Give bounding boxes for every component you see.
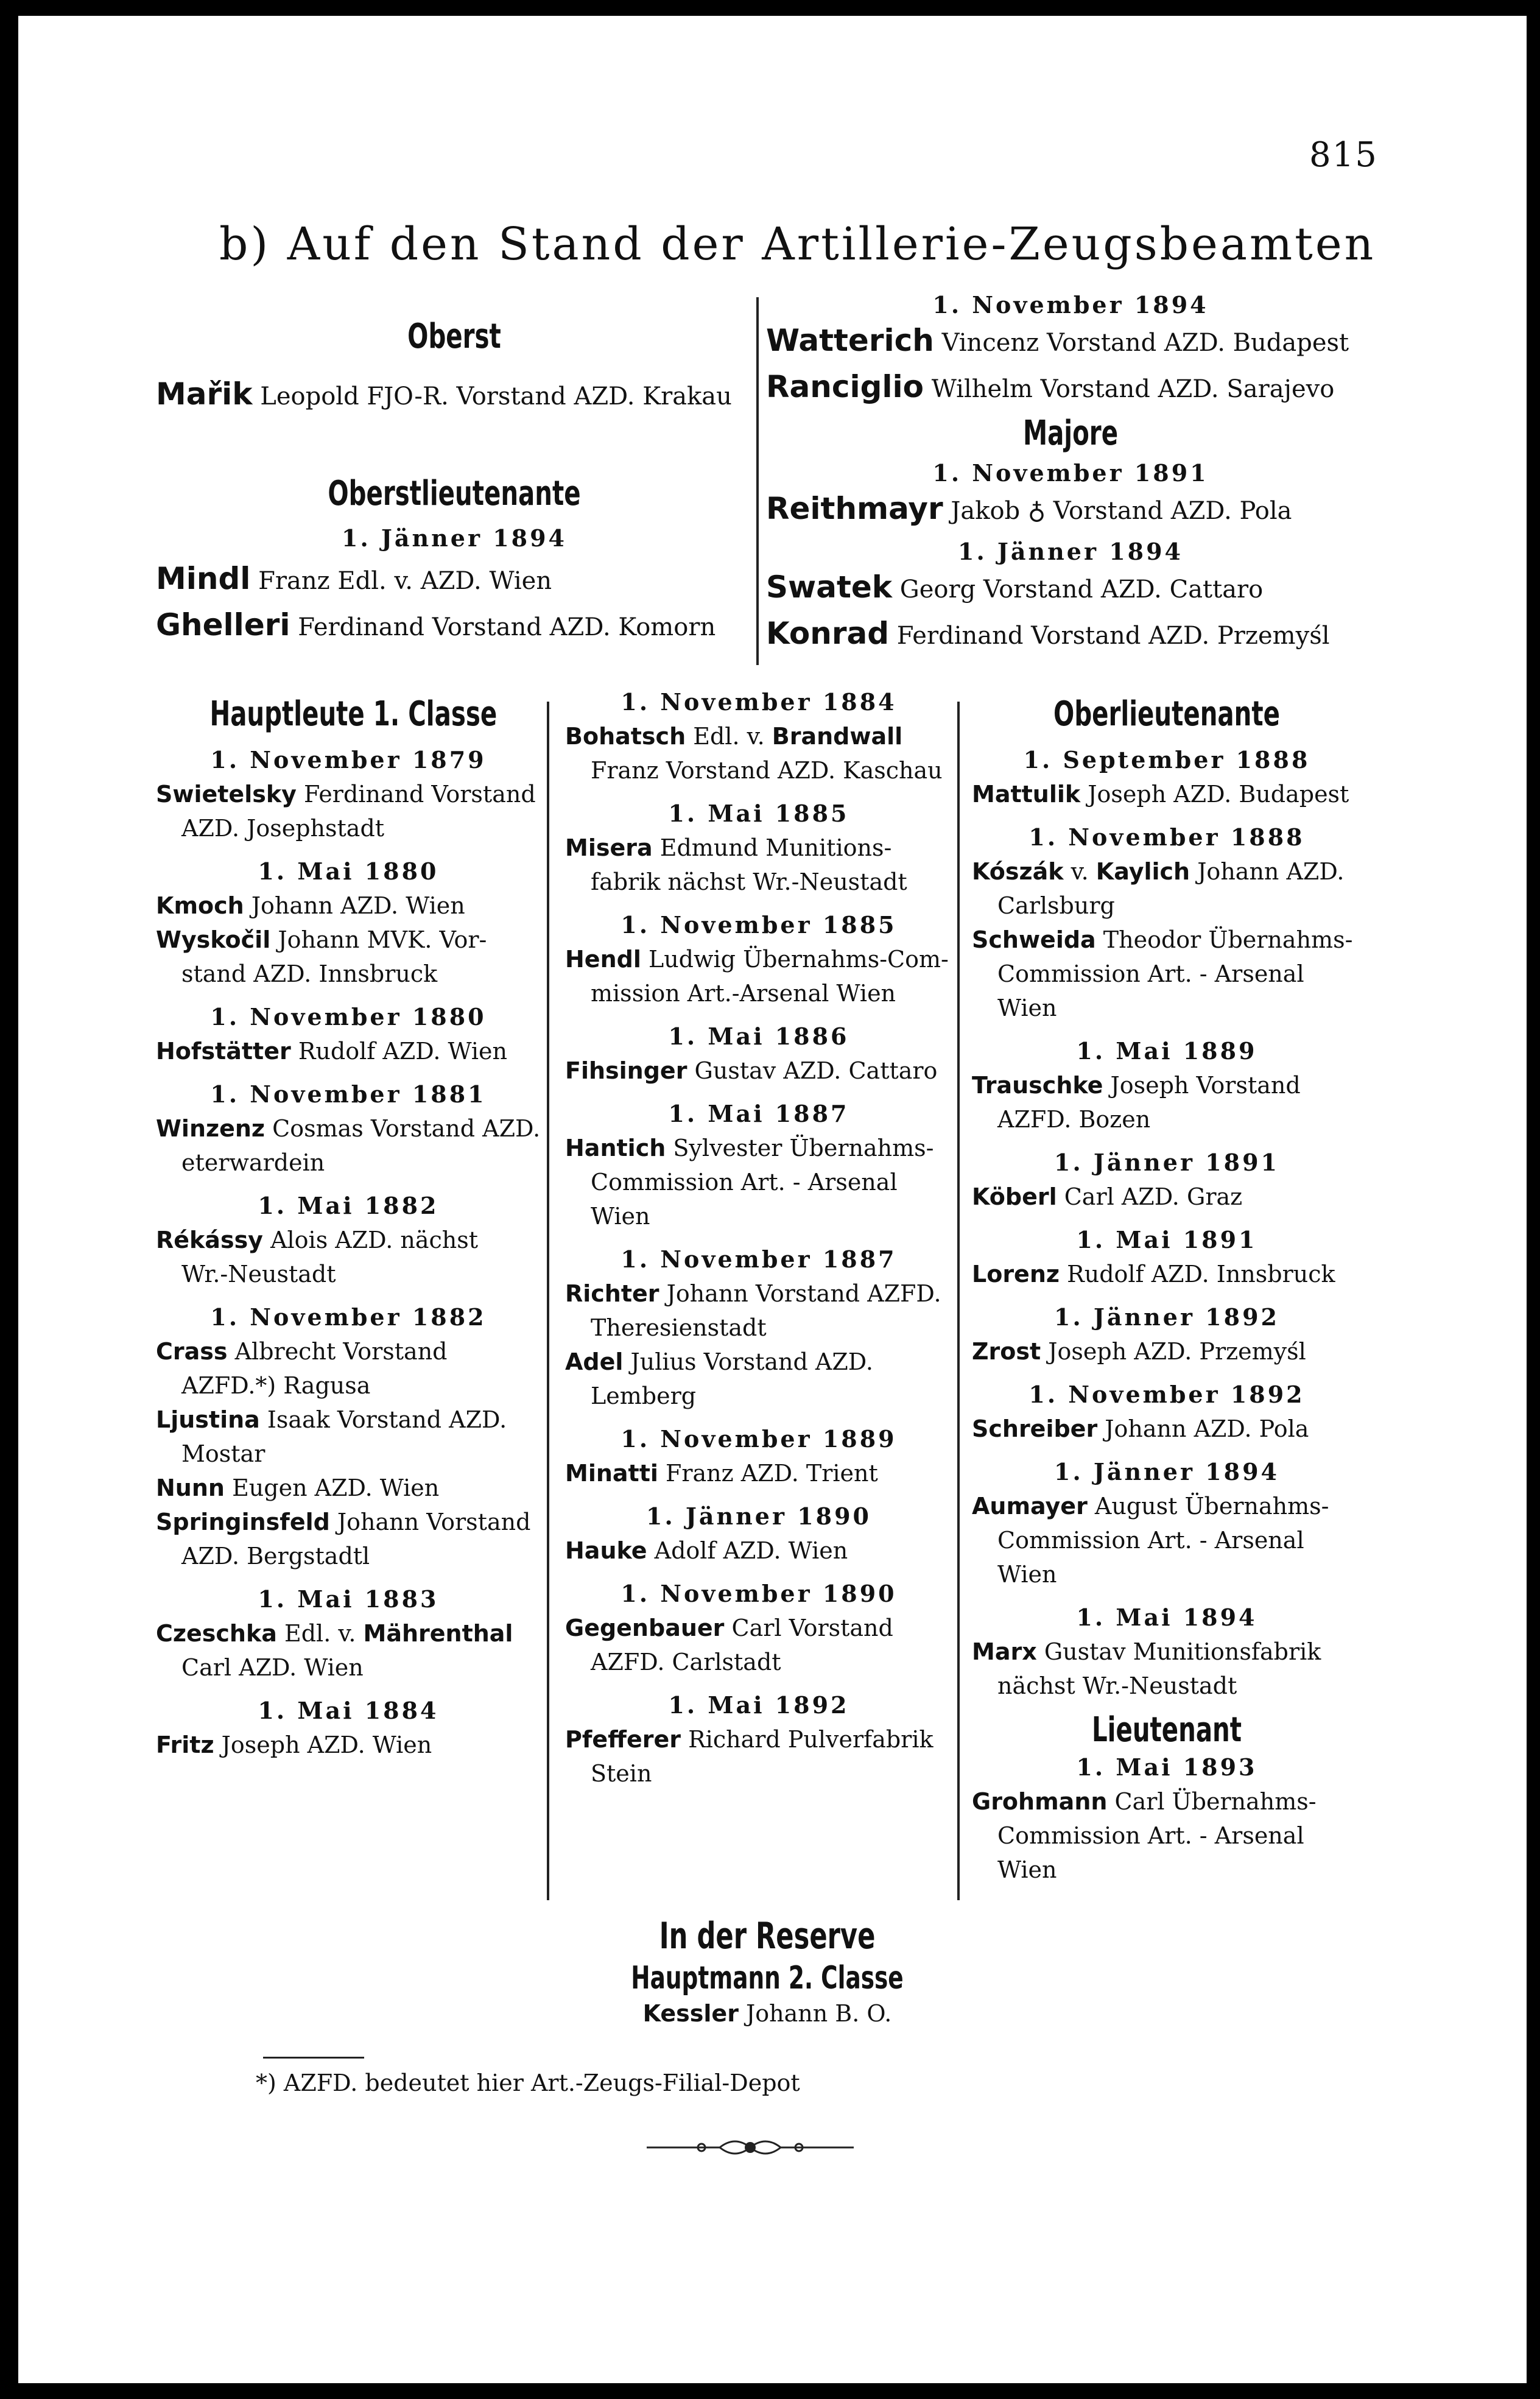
reserve-title: In der Reserve [659, 1915, 876, 1957]
entry-text: Johann AZD. Pola [1105, 1415, 1309, 1442]
entry-text: Julius Vorstand AZD. [630, 1348, 873, 1375]
entry-name-suffix: Kaylich [1095, 858, 1190, 885]
entry-continuation: Lemberg [591, 1383, 697, 1409]
entry-name: Trauschke [972, 1072, 1103, 1099]
entry-name: Mattulik [972, 781, 1081, 808]
entry-text: Albrecht Vorstand [234, 1338, 448, 1365]
entry-text: Edl. v. [284, 1620, 356, 1647]
entry-name: Zrost [972, 1338, 1041, 1365]
date-heading: 1. November 1891 [932, 459, 1209, 487]
entry-continuation: Stein [591, 1760, 652, 1787]
entry-text: Gustav Munitionsfabrik [1044, 1638, 1321, 1665]
date-heading: 1. November 1894 [932, 291, 1209, 319]
page-border-right [1527, 0, 1540, 2399]
entry-name: Misera [565, 834, 653, 861]
date-heading: 1. Mai 1880 [258, 858, 439, 885]
entry-name: Mařik [156, 376, 253, 412]
list-item [565, 1054, 952, 1088]
entry-text: Ludwig Übernahms-Com- [648, 946, 949, 973]
entry-continuation: eterwardein [181, 1149, 325, 1176]
list-item [972, 1635, 1362, 1669]
rank-heading: Oberlieutenante [1053, 694, 1280, 734]
list-item [156, 1616, 541, 1650]
list-item [156, 1034, 541, 1068]
entry-continuation: AZFD. Bozen [997, 1106, 1151, 1133]
list-item [972, 1489, 1362, 1523]
entry-name: Hendl [565, 946, 641, 973]
date-heading: 1. Mai 1891 [1076, 1226, 1257, 1253]
entry-name: Marx [972, 1638, 1037, 1665]
entry-continuation: fabrik nächst Wr.-Neustadt [591, 868, 907, 895]
entry-name: Lorenz [972, 1261, 1060, 1288]
footnote: *) AZFD. bedeutet hier Art.-Zeugs-Filial-Depot [256, 2070, 800, 2096]
date-heading: 1. Mai 1887 [668, 1100, 849, 1127]
entry-text: Joseph AZD. Przemyśl [1048, 1338, 1306, 1365]
date-heading: 1. Mai 1882 [258, 1192, 439, 1219]
entry-text: Leopold FJO-R. Vorstand AZD. Krakau [260, 382, 732, 410]
entry-continuation: Franz Vorstand AZD. Kaschau [591, 757, 943, 784]
list-item [156, 889, 541, 923]
entry-text: Ferdinand Vorstand AZD. Przemyśl [896, 622, 1330, 650]
list-item [565, 1277, 952, 1311]
list-item [565, 1611, 952, 1645]
entry-name: Wyskočil [156, 926, 271, 953]
list-item [565, 1345, 952, 1379]
entry-name: Mindl [156, 561, 251, 596]
list-item [565, 942, 952, 976]
list-item [156, 1403, 541, 1437]
entry-name: Bohatsch [565, 723, 686, 750]
entry-continuation: AZD. Bergstadtl [181, 1543, 370, 1569]
date-heading: 1. November 1881 [210, 1080, 487, 1108]
entry-continuation: Theresienstadt [591, 1314, 767, 1341]
column-divider-1 [547, 702, 549, 1900]
entry-name: Ranciglio [766, 369, 924, 404]
entry-name: Watterich [766, 323, 934, 358]
entry-continuation: Wien [997, 995, 1057, 1021]
page-border-bottom [0, 2383, 1540, 2399]
list-item [972, 854, 1362, 889]
entry-continuation: mission Art.-Arsenal Wien [591, 980, 896, 1007]
entry-text: Rudolf AZD. Wien [298, 1038, 508, 1065]
entry-text: Gustav AZD. Cattaro [694, 1057, 938, 1084]
entry-text: Cosmas Vorstand AZD. [272, 1115, 541, 1142]
date-heading: 1. Jänner 1891 [1054, 1149, 1279, 1176]
entry-continuation: Commission Art. - Arsenal [591, 1169, 898, 1196]
list-item [156, 1334, 541, 1369]
entry-name: Konrad [766, 616, 890, 651]
entry-name: Nunn [156, 1474, 225, 1501]
entry-name: Köberl [972, 1183, 1057, 1210]
date-heading: 1. Jänner 1894 [1054, 1458, 1279, 1485]
entry-text: Johann AZD. Wien [251, 892, 465, 919]
list-item [766, 365, 1375, 411]
entry-continuation: Wien [997, 1856, 1057, 1883]
entry-text: Vincenz Vorstand AZD. Budapest [941, 329, 1349, 357]
entry-text: Carl Übernahms- [1114, 1788, 1317, 1815]
oberstlieutenante-section [156, 474, 753, 649]
date-heading: 1. Jänner 1892 [1054, 1303, 1279, 1331]
list-item [766, 565, 1375, 611]
list-item [565, 831, 952, 865]
list-item [766, 487, 1375, 533]
reserve-section [463, 1915, 1072, 2031]
date-heading: 1. Mai 1892 [668, 1691, 849, 1719]
entry-continuation: Wien [591, 1203, 650, 1230]
entry-continuation: Mostar [181, 1440, 265, 1467]
oberst-section [156, 317, 753, 418]
entry-continuation: Wien [997, 1561, 1057, 1588]
date-heading: 1. November 1887 [621, 1245, 897, 1273]
entry-text: Wilhelm Vorstand AZD. Sarajevo [931, 375, 1335, 403]
entry-name: Czeschka [156, 1620, 277, 1647]
entry-continuation: stand AZD. Innsbruck [181, 960, 438, 987]
ornament-icon [647, 2130, 854, 2165]
entry-name: Adel [565, 1348, 624, 1375]
entry-text: Adolf AZD. Wien [654, 1537, 848, 1564]
list-item [565, 1131, 952, 1165]
list-item [156, 1505, 541, 1539]
list-item [565, 719, 952, 753]
entry-name: Schweida [972, 926, 1096, 953]
top-column-divider [756, 297, 759, 665]
entry-continuation: Carl AZD. Wien [181, 1654, 364, 1681]
entry-name: Kessler [642, 2000, 739, 2027]
date-heading: 1. November 1882 [210, 1303, 487, 1331]
entry-name: Hantich [565, 1135, 666, 1161]
entry-name: Swatek [766, 569, 893, 605]
date-heading: 1. November 1888 [1028, 823, 1305, 851]
entry-name: Hauke [565, 1537, 647, 1564]
entry-text: Joseph AZD. Budapest [1088, 781, 1349, 808]
date-heading: 1. Mai 1884 [258, 1697, 439, 1724]
rank-heading: Lieutenant [1091, 1710, 1242, 1750]
entry-text: Johann B. O. [746, 2000, 892, 2027]
entry-text: Eugen AZD. Wien [232, 1474, 440, 1501]
entry-name: Crass [156, 1338, 228, 1365]
entry-name: Ljustina [156, 1406, 260, 1433]
date-heading: 1. November 1884 [621, 688, 897, 716]
entry-name: Swietelsky [156, 781, 297, 808]
rank-heading: Hauptmann 2. Classe [631, 1960, 904, 1996]
entry-name: Grohmann [972, 1788, 1108, 1815]
entry-name: Winzenz [156, 1115, 265, 1142]
entry-text: Ferdinand Vorstand AZD. Komorn [298, 613, 716, 641]
entry-name: Schreiber [972, 1415, 1098, 1442]
entry-name: Pfefferer [565, 1726, 681, 1753]
entry-text: Rudolf AZD. Innsbruck [1067, 1261, 1335, 1288]
entry-text: Ferdinand Vorstand [304, 781, 536, 808]
date-heading: 1. Mai 1893 [1076, 1753, 1257, 1781]
entry-name: Fihsinger [565, 1057, 687, 1084]
date-heading: 1. November 1885 [621, 911, 897, 939]
section-title: b) Auf den Stand der Artillerie-Zeugsbeamten [219, 218, 1376, 270]
entry-continuation: Commission Art. - Arsenal [997, 960, 1304, 987]
date-heading: 1. Jänner 1894 [958, 538, 1183, 565]
list-item [156, 1471, 541, 1505]
entry-text: Johann Vorstand AZFD. [666, 1280, 941, 1307]
date-heading: 1. September 1888 [1023, 746, 1310, 773]
entry-text: Johann Vorstand [337, 1509, 531, 1535]
entry-text: Carl Vorstand [731, 1615, 893, 1641]
column-middle [565, 688, 952, 1791]
column-hauptleute [156, 694, 541, 1762]
date-heading: 1. Mai 1889 [1076, 1037, 1257, 1065]
entry-text: Franz AZD. Trient [665, 1460, 878, 1487]
list-item [972, 923, 1362, 957]
entry-name: Gegenbauer [565, 1615, 725, 1641]
date-heading: 1. November 1890 [621, 1580, 897, 1607]
entry-name: Kószák [972, 858, 1064, 885]
date-heading: 1. Mai 1894 [1076, 1604, 1257, 1631]
entry-text: Isaak Vorstand AZD. [267, 1406, 507, 1433]
date-heading: 1. November 1889 [621, 1425, 897, 1453]
entry-continuation: Carlsburg [997, 892, 1115, 919]
rank-heading: Majore [1022, 414, 1119, 453]
date-heading: 1. Mai 1886 [668, 1023, 849, 1050]
entry-name: Springinsfeld [156, 1509, 330, 1535]
entry-name: Reithmayr [766, 491, 943, 526]
page-border-top [0, 0, 1540, 16]
date-heading: 1. Jänner 1890 [646, 1502, 871, 1530]
entry-text: Joseph Vorstand [1110, 1072, 1301, 1099]
entry-text: Theodor Übernahms- [1103, 926, 1353, 953]
entry-text: August Übernahms- [1094, 1493, 1329, 1520]
entry-continuation: AZFD.*) Ragusa [181, 1372, 371, 1399]
entry-name: Fritz [156, 1731, 214, 1758]
rank-heading: Oberst [407, 317, 501, 356]
list-item [972, 1334, 1362, 1369]
date-heading: 1. Mai 1885 [668, 800, 849, 827]
entry-name: Aumayer [972, 1493, 1088, 1520]
list-item [972, 1180, 1362, 1214]
entry-text: Alois AZD. nächst [270, 1227, 479, 1253]
list-item [156, 557, 753, 603]
list-item [565, 1534, 952, 1568]
entry-text: Edl. v. [693, 723, 765, 750]
date-heading: 1. November 1880 [210, 1003, 487, 1030]
entry-text: Georg Vorstand AZD. Cattaro [899, 576, 1264, 604]
list-item [156, 777, 541, 811]
column-oberlieutenante [972, 694, 1362, 1887]
list-item [156, 923, 541, 957]
list-item [972, 1257, 1362, 1291]
page-number: 815 [1309, 135, 1378, 175]
top-right-section [766, 291, 1375, 658]
list-item [156, 1223, 541, 1257]
entry-text: Jakob ♁ Vorstand AZD. Pola [951, 497, 1292, 525]
list-item [972, 1068, 1362, 1102]
entry-name: Ghelleri [156, 607, 290, 643]
entry-continuation: nächst Wr.-Neustadt [997, 1672, 1237, 1699]
rank-heading: Hauptleute 1. Classe [209, 694, 498, 734]
list-item [766, 319, 1375, 365]
list-item [156, 603, 753, 649]
list-item [972, 1784, 1362, 1819]
rank-heading: Oberstlieutenante [328, 474, 581, 513]
column-divider-2 [957, 702, 960, 1900]
entry-text: Richard Pulverfabrik [688, 1726, 933, 1753]
entry-continuation: Wr.-Neustadt [181, 1261, 336, 1288]
date-heading: 1. Jänner 1894 [342, 524, 567, 552]
entry-name: Richter [565, 1280, 659, 1307]
entry-continuation: AZD. Josephstadt [181, 815, 385, 842]
list-item [156, 1728, 541, 1762]
entry-continuation: Commission Art. - Arsenal [997, 1822, 1304, 1849]
entry-text: Johann AZD. [1197, 858, 1345, 885]
list-item [972, 1412, 1362, 1446]
entry-name: Minatti [565, 1460, 658, 1487]
list-item [565, 1722, 952, 1756]
entry-name: Kmoch [156, 892, 244, 919]
entry-text: v. [1071, 858, 1089, 885]
entry-text: Carl AZD. Graz [1064, 1183, 1243, 1210]
entry-name-suffix: Mährenthal [363, 1620, 513, 1647]
list-item [156, 1111, 541, 1146]
footnote-rule [263, 2057, 364, 2059]
date-heading: 1. November 1879 [210, 746, 487, 773]
list-item [565, 1456, 952, 1490]
entry-name: Rékássy [156, 1227, 263, 1253]
entry-text: Edmund Munitions- [659, 834, 892, 861]
entry-continuation: AZFD. Carlstadt [591, 1649, 781, 1675]
entry-continuation: Commission Art. - Arsenal [997, 1527, 1304, 1554]
list-item [156, 372, 753, 418]
entry-name-suffix: Brandwall [772, 723, 903, 750]
page-border-left [0, 0, 18, 2399]
list-item [766, 611, 1375, 658]
entry-text: Johann MVK. Vor- [278, 926, 487, 953]
entry-text: Sylvester Übernahms- [673, 1135, 934, 1161]
entry-text: Joseph AZD. Wien [221, 1731, 432, 1758]
date-heading: 1. November 1892 [1028, 1381, 1305, 1408]
date-heading: 1. Mai 1883 [258, 1585, 439, 1613]
entry-name: Hofstätter [156, 1038, 291, 1065]
list-item [972, 777, 1362, 811]
entry-text: Franz Edl. v. AZD. Wien [258, 567, 552, 595]
list-item [463, 1996, 1072, 2031]
